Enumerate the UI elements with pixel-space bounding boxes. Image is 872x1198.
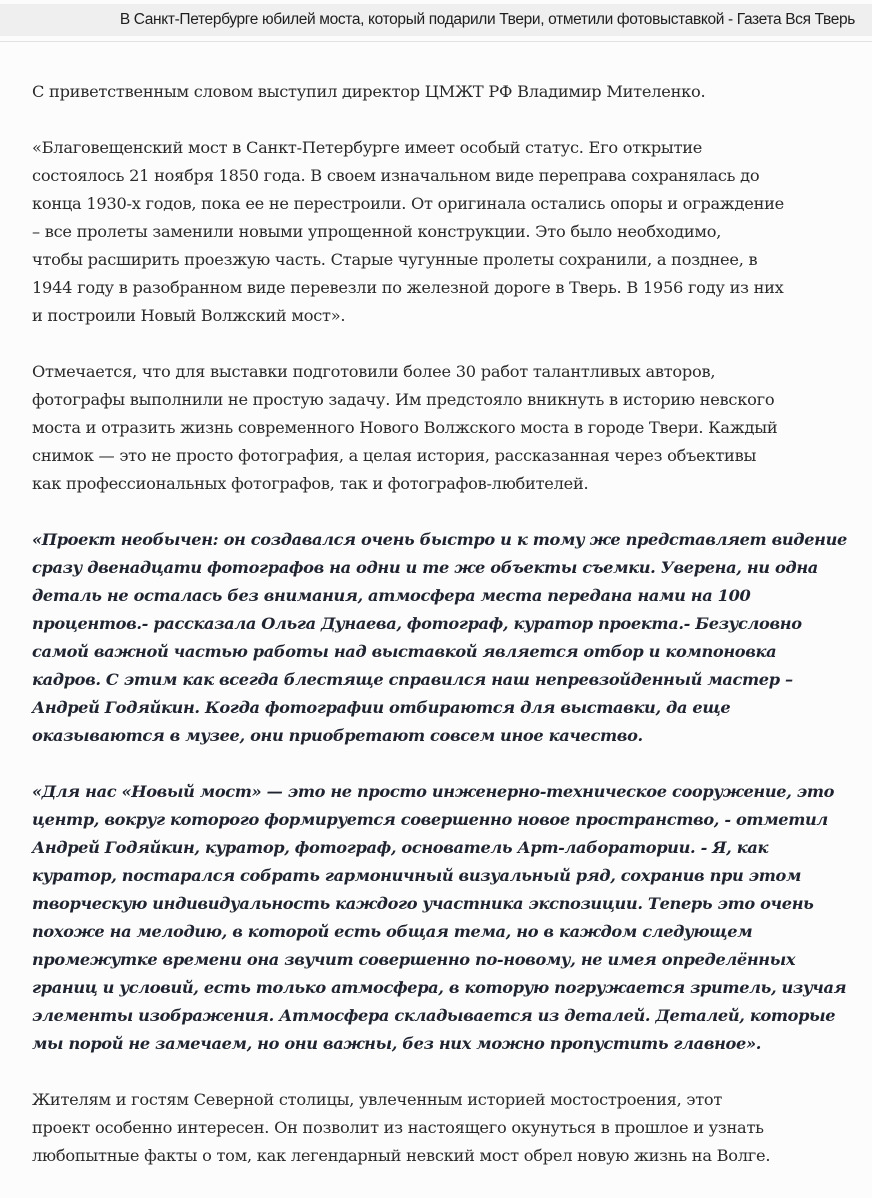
text-line: границ и условий, есть только атмосфера, в которую погружается зритель, изучая <box>32 978 847 997</box>
window-title: В Санкт-Петербурге юбилей моста, который подарили Твери, отметили фотовыставкой - Газета Вся Тверь <box>119 11 855 28</box>
text-line: промежутке времени она звучит совершенно по-новому, не имея определённых <box>32 950 796 969</box>
text-line: творческую индивидуальность каждого участника экспозиции. Теперь это очень <box>32 894 814 913</box>
text-line: Отмечается, что для выставки подготовили более 30 работ талантливых авторов, <box>32 362 716 381</box>
text-line: кадров. С этим как всегда блестяще справился наш непревзойденный мастер – <box>32 670 793 689</box>
article-body <box>32 78 847 1198</box>
text-line: и построили Новый Волжский мост». <box>32 306 346 325</box>
paragraph-quote-dunaeva <box>32 526 847 750</box>
text-line: С приветственным словом выступил директор ЦМЖТ РФ Владимир Мителенко. <box>32 82 706 101</box>
text-line: как профессиональных фотографов, так и фотографов-любителей. <box>32 474 589 493</box>
paragraph-director-quote <box>32 134 785 330</box>
text-line: конца 1930-х годов, пока ее не перестроили. От оригинала остались опоры и ограждение <box>32 194 785 213</box>
text-line: «Благовещенский мост в Санкт-Петербурге имеет особый статус. Его открытие <box>32 138 703 157</box>
text-line: проект особенно интересен. Он позволит из настоящего окунуться в прошлое и узнать <box>32 1118 764 1137</box>
text-line: процентов.- рассказала Ольга Дунаева, фотограф, куратор проекта.- Безусловно <box>32 614 802 633</box>
text-line: 1944 году в разобранном виде перевезли по железной дороге в Тверь. В 1956 году из них <box>32 278 784 297</box>
text-line: фотографы выполнили не простую задачу. Им предстояло вникнуть в историю невского <box>32 390 775 409</box>
title-divider <box>0 41 872 42</box>
paragraph-conclusion <box>32 1086 771 1170</box>
text-line: оказываются в музее, они приобретают совсем иное качество. <box>32 726 643 745</box>
paragraph-exhibition <box>32 358 778 498</box>
text-line: центр, вокруг которого формируется совершенно новое пространство, - отметил <box>32 810 828 829</box>
text-line: Андрей Годяйкин. Когда фотографии отбираются для выставки, да еще <box>32 698 731 717</box>
text-line: похоже на мелодию, в которой есть общая тема, но в каждом следующем <box>32 922 753 941</box>
text-line: Андрей Годяйкин, куратор, фотограф, основатель Арт-лаборатории. - Я, как <box>32 838 769 857</box>
text-line: «Проект необычен: он создавался очень быстро и к тому же представляет видение <box>32 530 847 549</box>
text-line: состоялось 21 ноября 1850 года. В своем изначальном виде переправа сохранялась до <box>32 166 760 185</box>
paragraph-quote-godyaykin <box>32 778 847 1058</box>
text-line: – все пролеты заменили новыми упрощенной конструкции. Это было необходимо, <box>32 222 722 241</box>
text-line: элементы изображения. Атмосфера складывается из деталей. Деталей, которые <box>32 1006 836 1025</box>
text-line: куратор, постарался собрать гармоничный визуальный ряд, сохранив при этом <box>32 866 802 885</box>
text-line: деталь не осталась без внимания, атмосфера места передана нами на 100 <box>32 586 751 605</box>
window-title-bar <box>0 4 872 36</box>
text-line: сразу двенадцати фотографов на одни и те же объекты съемки. Уверена, ни одна <box>32 558 818 577</box>
text-line: моста и отразить жизнь современного Нового Волжского моста в городе Твери. Каждый <box>32 418 778 437</box>
text-line: Жителям и гостям Северной столицы, увлеченным историей мостостроения, этот <box>32 1090 723 1109</box>
text-line: самой важной частью работы над выставкой является отбор и компоновка <box>32 642 777 661</box>
text-line: любопытные факты о том, как легендарный невский мост обрел новую жизнь на Волге. <box>32 1146 771 1165</box>
text-line: чтобы расширить проезжую часть. Старые чугунные пролеты сохранили, а позднее, в <box>32 250 758 269</box>
text-line: снимок — это не просто фотография, а целая история, рассказанная через объективы <box>32 446 757 465</box>
text-line: мы порой не замечаем, но они важны, без них можно пропустить главное». <box>32 1034 762 1053</box>
paragraph-intro <box>32 78 762 106</box>
text-line: «Для нас «Новый мост» — это не просто инженерно-техническое сооружение, это <box>32 782 835 801</box>
